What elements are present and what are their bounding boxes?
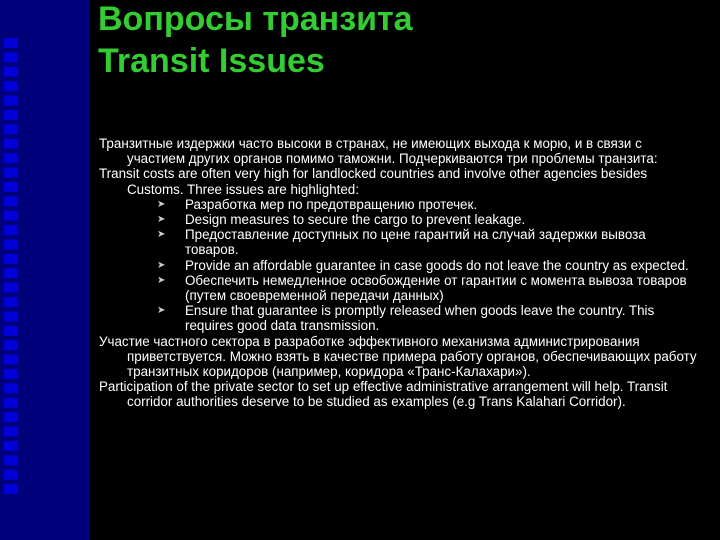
paragraph-en-2: Participation of the private sector to set up effective administrative arrangement will help. Transit corridor authorities deserve to be studied as examples (e.g Trans Kalahari Corridor).: [99, 379, 668, 410]
arrow-bullet-icon: ➤: [157, 198, 166, 210]
bullet-item: [99, 303, 699, 333]
paragraph-ru-1: Транзитные издержки часто высоки в странах, не имеющих выхода к морю, и в связи с участием других органов помимо таможни. Подчеркиваются три проблемы транзита:: [99, 136, 658, 167]
side-square-pattern: [4, 38, 18, 498]
paragraph-ru-2: Участие частного сектора в разработке эффективного механизма администрирования приветствуется. Можно взять в качестве примера работу органов, обеспечивающих работу транзитных коридоров (например, коридора «Транс-Калахари»).: [99, 333, 697, 380]
bullet-text: Обеспечить немедленное освобождение от гарантии с момента вывоза товаров (путем своевременной передачи данных): [185, 272, 687, 304]
bullet-item: [99, 212, 699, 227]
bullet-item: [99, 258, 699, 273]
arrow-bullet-icon: ➤: [157, 305, 166, 317]
bullet-text: Provide an affordable guarantee in case goods do not leave the country as expected.: [185, 257, 689, 273]
title-line-en: Transit Issues: [98, 42, 325, 80]
arrow-bullet-icon: ➤: [157, 274, 166, 286]
arrow-bullet-icon: ➤: [157, 229, 166, 241]
bullet-text: Разработка мер по предотвращению протечек.: [185, 196, 478, 212]
title-line-ru: Вопросы транзита: [98, 0, 413, 38]
slide-body: [99, 136, 699, 410]
bullet-text: Предоставление доступных по цене гарантий на случай задержки вывоза товаров.: [185, 227, 646, 258]
bullet-item: [99, 227, 699, 257]
paragraph-en-1: Transit costs are often very high for landlocked countries and involve other agencies besides Customs. Three issues are highlighted:: [99, 166, 648, 197]
bullet-item: [99, 197, 699, 212]
arrow-bullet-icon: ➤: [157, 214, 166, 226]
bullet-text: Ensure that guarantee is promptly released when goods leave the country. This requires good data transmission.: [185, 303, 655, 334]
arrow-bullet-icon: ➤: [157, 259, 166, 271]
bullet-text: Design measures to secure the cargo to prevent leakage.: [185, 212, 526, 228]
slide-title: [98, 0, 413, 82]
bullet-item: [99, 273, 699, 303]
